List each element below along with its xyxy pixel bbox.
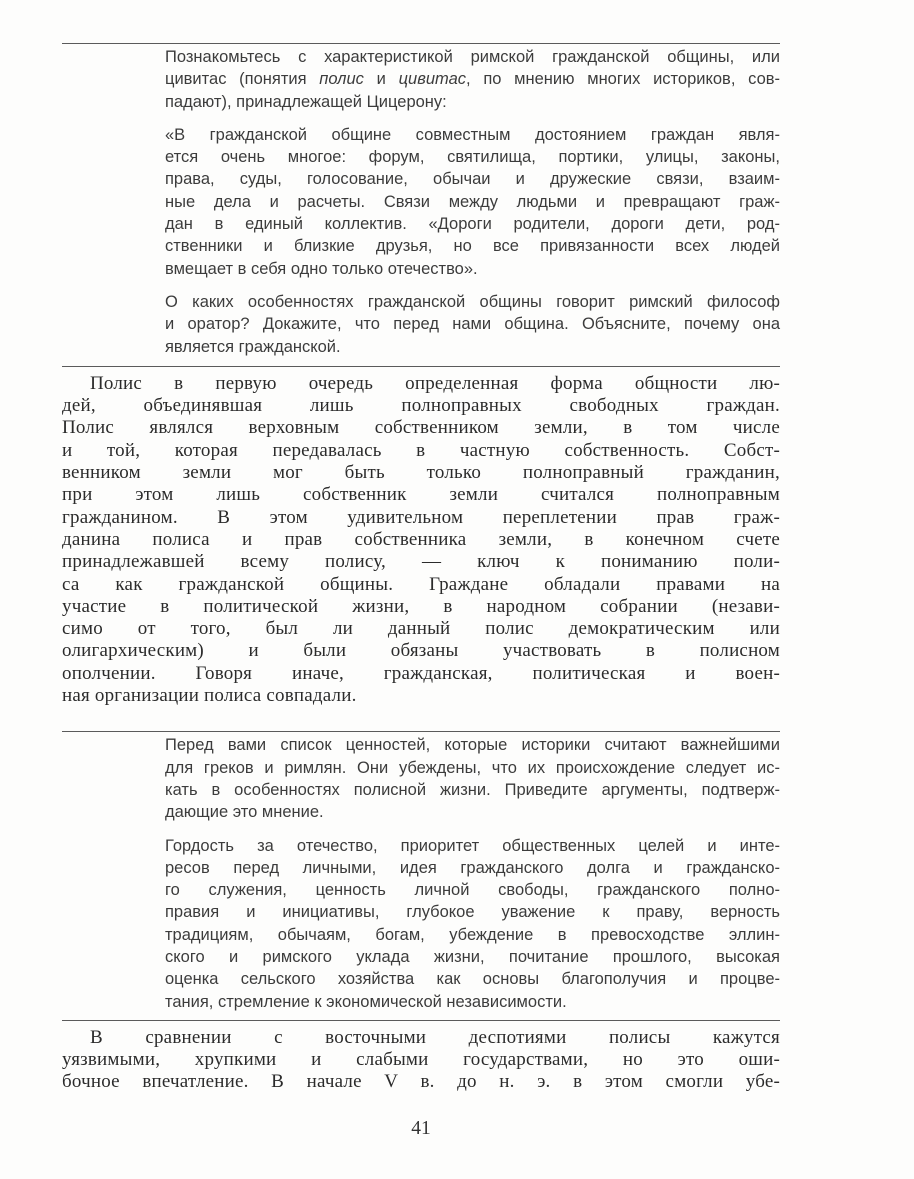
page-number: 41 [411,1117,431,1139]
text-line: кать в особенностях полисной жизни. Приведите аргументы, подтверж- [165,780,780,799]
text-line: Перед вами список ценностей, которые историки считают важнейшими [165,736,780,755]
text-line: О каких особенностях гражданской общины говорит римский философ [165,292,780,311]
divider-rule-3 [62,731,780,732]
text-line: Познакомьтесь с характеристикой римской гражданской общины, или [165,48,780,66]
divider-rule-top [62,43,780,44]
text-line: падают), принадлежащей Цицерону: [165,92,447,111]
text-line: и оратор? Докажите, что перед нами община. Объясните, почему она [165,315,780,334]
text-line: цивитас (понятия полис и цивитас, по мнению многих историков, сов- [165,70,781,89]
text-line: вмещает в себя одно только отечество». [165,259,478,278]
divider-rule-4 [62,1020,780,1021]
text-line: гражданином. В этом удивительном переплетении прав граж- [62,506,780,528]
text-line: оценка сельского хозяйства как основы благополучия и процве- [165,970,780,989]
text-line: дающие это мнение. [165,803,324,822]
values-list-paragraph [165,835,780,1013]
text-line: ресов перед личными, идея гражданского долга и гражданско- [165,858,780,877]
text-line: участие в политической жизни, в народном собрании (незави- [62,595,780,617]
body-paragraph-despoty [62,1027,780,1094]
text-line: принадлежавшей всему полису, — ключ к пониманию поли- [62,551,780,573]
text-line: ского и римского уклада жизни, почитание прошлого, высокая [165,947,780,966]
text-line: правия и инициативы, глубокое уважение к праву, верность [165,903,780,922]
assignment-questions-paragraph [165,291,780,358]
text-line: для греков и римлян. Они убеждены, что их происхождение следует ис- [165,758,780,777]
text-line: симо от того, был ли данный полис демократическим или [62,618,780,640]
text-line: дан в единый коллектив. «Дороги родители, дороги дети, род- [165,215,780,234]
assignment-block-cicero [62,46,780,358]
text-line: при этом лишь собственник земли считался полноправным [62,484,780,506]
text-line: права, суды, голосование, обычаи и дружеские связи, взаим- [165,170,780,189]
text-line: са как гражданской общины. Граждане обладали правами на [62,573,780,595]
assignment-block-values [62,734,780,1013]
text-line: ополчении. Говоря иначе, гражданская, политическая и воен- [62,662,780,684]
text-line: данина полиса и прав собственника земли, в конечном счете [62,528,780,550]
text-line: венником земли мог быть только полноправный гражданин, [62,462,780,484]
assignment-intro-paragraph [165,46,780,113]
text-line: ные дела и расчеты. Связи между людьми и превращают граж- [165,192,780,211]
text-column [62,0,780,1140]
text-line: ется очень многое: форум, святилища, портики, улицы, законы, [165,148,780,167]
cicero-quote-paragraph [165,124,780,280]
text-line: бочное впечатление. В начале V в. до н. э. в этом смогли убе- [62,1071,780,1093]
text-line: Гордость за отечество, приоритет общественных целей и инте- [165,836,780,855]
text-line: тания, стремление к экономической независимости. [165,992,567,1011]
body-paragraph-polis [62,373,780,707]
text-line: ственники и близкие друзья, но все привязанности всех людей [165,237,780,256]
divider-rule-2 [62,366,780,367]
text-line: олигархическим) и были обязаны участвовать в полисном [62,640,780,662]
text-line: и той, которая передавалась в частную собственность. Собст- [62,439,780,461]
text-line: го служения, ценность личной свободы, гражданского полно- [165,881,780,900]
text-line: «В гражданской общине совместным достоянием граждан явля- [165,125,780,144]
values-task-paragraph [165,734,780,823]
text-line: Полис являлся верховным собственником земли, в том числе [62,417,780,439]
text-line: В сравнении с восточными деспотиями полисы кажутся [90,1026,780,1048]
text-line: традициям, обычаям, богам, убеждение в превосходстве эллин- [165,925,780,944]
text-line: Полис в первую очередь определенная форма общности лю- [90,372,780,394]
text-line: ная организации полиса совпадали. [62,685,357,707]
text-line: уязвимыми, хрупкими и слабыми государствами, но это оши- [62,1049,780,1071]
text-line: является гражданской. [165,337,341,356]
text-line: дей, объединявшая лишь полноправных свободных граждан. [62,395,780,417]
